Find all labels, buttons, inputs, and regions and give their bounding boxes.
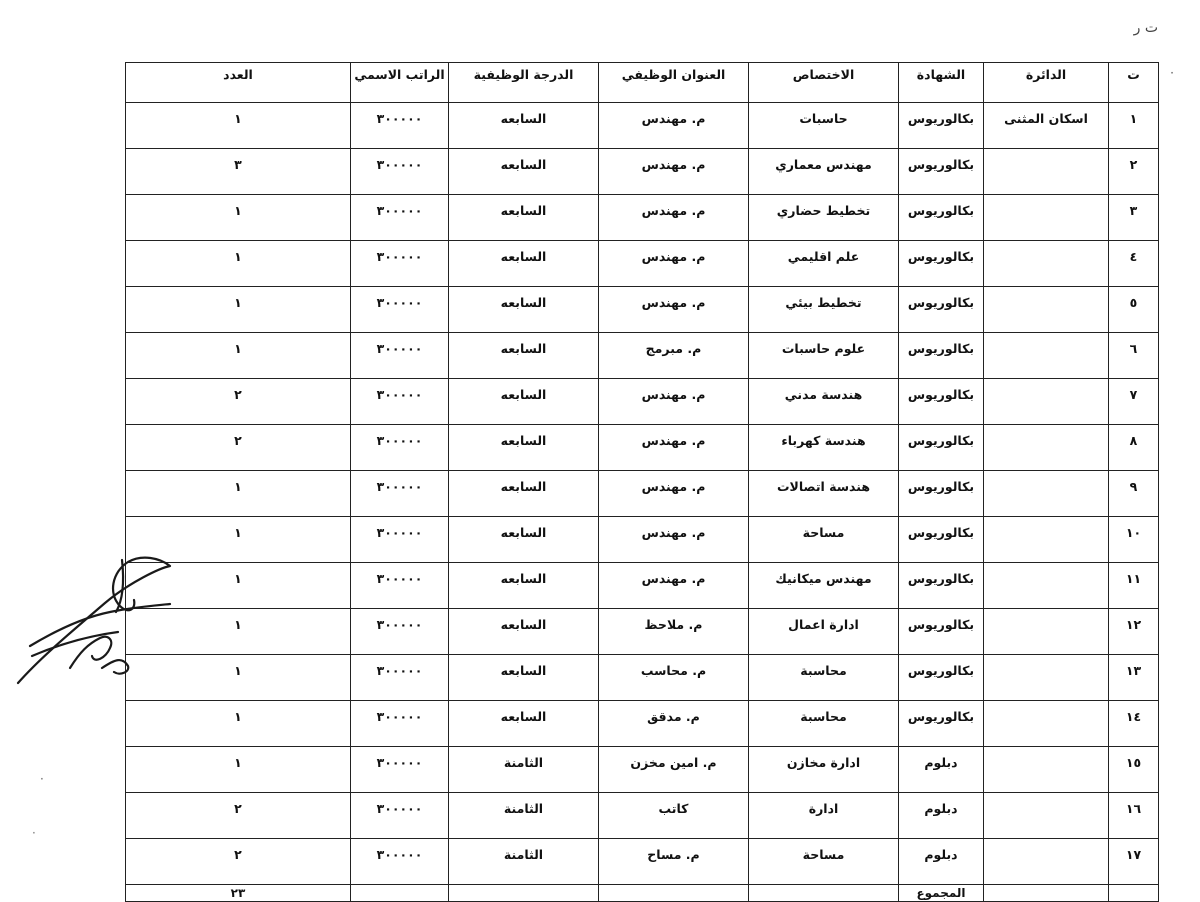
cell-job-title: م. مساح: [599, 839, 749, 885]
total-cell-salary: [351, 885, 449, 902]
signature-icon: [10, 548, 180, 688]
cell-num: ٦: [1109, 333, 1159, 379]
cell-count: ٢: [126, 425, 351, 471]
cell-department: [984, 701, 1109, 747]
cell-salary: ٣٠٠٠٠٠: [351, 839, 449, 885]
cell-count: ١: [126, 655, 351, 701]
cell-certificate: بكالوريوس: [899, 609, 984, 655]
cell-grade: السابعه: [449, 471, 599, 517]
cell-num: ١٥: [1109, 747, 1159, 793]
scan-speck: ·: [40, 772, 44, 786]
cell-specialization: مهندس معماري: [749, 149, 899, 195]
cell-department: [984, 839, 1109, 885]
cell-grade: السابعه: [449, 701, 599, 747]
cell-salary: ٣٠٠٠٠٠: [351, 517, 449, 563]
cell-grade: السابعه: [449, 149, 599, 195]
cell-grade: السابعه: [449, 563, 599, 609]
cell-grade: السابعه: [449, 379, 599, 425]
total-cell-department: [984, 885, 1109, 902]
cell-certificate: بكالوريوس: [899, 195, 984, 241]
total-count: ٢٣: [126, 885, 351, 902]
table-row: [126, 471, 1159, 517]
cell-department: [984, 563, 1109, 609]
cell-salary: ٣٠٠٠٠٠: [351, 103, 449, 149]
cell-salary: ٣٠٠٠٠٠: [351, 563, 449, 609]
cell-specialization: علم اقليمي: [749, 241, 899, 287]
cell-num: ٥: [1109, 287, 1159, 333]
table-row: [126, 379, 1159, 425]
cell-department: [984, 241, 1109, 287]
cell-job-title: م. مهندس: [599, 287, 749, 333]
cell-specialization: هندسة كهرباء: [749, 425, 899, 471]
cell-job-title: م. مهندس: [599, 471, 749, 517]
header-grade: الدرجة الوظيفية: [449, 63, 599, 103]
cell-num: ١٦: [1109, 793, 1159, 839]
table-row: [126, 517, 1159, 563]
cell-job-title: م. ملاحظ: [599, 609, 749, 655]
cell-salary: ٣٠٠٠٠٠: [351, 241, 449, 287]
cell-count: ٢: [126, 379, 351, 425]
cell-certificate: بكالوريوس: [899, 471, 984, 517]
cell-job-title: م. مهندس: [599, 195, 749, 241]
header-department: الدائرة: [984, 63, 1109, 103]
cell-grade: الثامنة: [449, 793, 599, 839]
cell-count: ١: [126, 471, 351, 517]
table-row: [126, 149, 1159, 195]
cell-salary: ٣٠٠٠٠٠: [351, 701, 449, 747]
cell-grade: السابعه: [449, 287, 599, 333]
cell-count: ١: [126, 103, 351, 149]
table-row: [126, 287, 1159, 333]
cell-specialization: هندسة مدني: [749, 379, 899, 425]
table-row: [126, 839, 1159, 885]
cell-job-title: م. محاسب: [599, 655, 749, 701]
total-label: المجموع: [899, 885, 984, 902]
cell-num: ١٤: [1109, 701, 1159, 747]
cell-salary: ٣٠٠٠٠٠: [351, 793, 449, 839]
cell-grade: الثامنة: [449, 747, 599, 793]
cell-num: ٩: [1109, 471, 1159, 517]
cell-count: ١: [126, 563, 351, 609]
cell-grade: السابعه: [449, 103, 599, 149]
cell-salary: ٣٠٠٠٠٠: [351, 333, 449, 379]
cell-certificate: بكالوريوس: [899, 379, 984, 425]
staffing-table: [125, 62, 1159, 902]
cell-salary: ٣٠٠٠٠٠: [351, 747, 449, 793]
header-num: ت: [1109, 63, 1159, 103]
cell-specialization: ادارة: [749, 793, 899, 839]
cell-certificate: بكالوريوس: [899, 287, 984, 333]
header-certificate: الشهادة: [899, 63, 984, 103]
cell-job-title: م. مهندس: [599, 425, 749, 471]
cell-grade: السابعه: [449, 517, 599, 563]
cell-num: ٤: [1109, 241, 1159, 287]
cell-grade: السابعه: [449, 425, 599, 471]
cell-job-title: م. امين مخزن: [599, 747, 749, 793]
header-count: العدد: [126, 63, 351, 103]
cell-specialization: محاسبة: [749, 701, 899, 747]
cell-count: ١: [126, 241, 351, 287]
cell-count: ١: [126, 517, 351, 563]
table-header-row: [126, 63, 1159, 103]
table-row: [126, 655, 1159, 701]
cell-grade: السابعه: [449, 195, 599, 241]
total-cell-grade: [449, 885, 599, 902]
table-row: [126, 747, 1159, 793]
cell-salary: ٣٠٠٠٠٠: [351, 195, 449, 241]
cell-department: اسكان المثنى: [984, 103, 1109, 149]
cell-department: [984, 195, 1109, 241]
cell-grade: السابعه: [449, 609, 599, 655]
cell-department: [984, 471, 1109, 517]
cell-specialization: هندسة اتصالات: [749, 471, 899, 517]
cell-specialization: محاسبة: [749, 655, 899, 701]
cell-salary: ٣٠٠٠٠٠: [351, 379, 449, 425]
total-cell-specialization: [749, 885, 899, 902]
cell-department: [984, 609, 1109, 655]
cell-num: ١: [1109, 103, 1159, 149]
cell-department: [984, 517, 1109, 563]
cell-num: ١٠: [1109, 517, 1159, 563]
cell-num: ١١: [1109, 563, 1159, 609]
cell-grade: السابعه: [449, 333, 599, 379]
cell-count: ١: [126, 195, 351, 241]
cell-job-title: م. مهندس: [599, 379, 749, 425]
table-row: [126, 195, 1159, 241]
total-cell-job-title: [599, 885, 749, 902]
cell-job-title: م. مهندس: [599, 517, 749, 563]
table-row: [126, 333, 1159, 379]
cell-num: ١٢: [1109, 609, 1159, 655]
cell-department: [984, 655, 1109, 701]
cell-job-title: م. مهندس: [599, 563, 749, 609]
cell-salary: ٣٠٠٠٠٠: [351, 655, 449, 701]
table-row: [126, 609, 1159, 655]
table-row: [126, 701, 1159, 747]
cell-grade: الثامنة: [449, 839, 599, 885]
cell-specialization: مساحة: [749, 517, 899, 563]
cell-certificate: دبلوم: [899, 793, 984, 839]
cell-job-title: م. مهندس: [599, 241, 749, 287]
cell-num: ٧: [1109, 379, 1159, 425]
cell-salary: ٣٠٠٠٠٠: [351, 609, 449, 655]
cell-certificate: بكالوريوس: [899, 563, 984, 609]
total-cell-num: [1109, 885, 1159, 902]
cell-count: ١: [126, 333, 351, 379]
cell-certificate: بكالوريوس: [899, 333, 984, 379]
cell-certificate: بكالوريوس: [899, 425, 984, 471]
cell-job-title: م. مهندس: [599, 149, 749, 195]
cell-department: [984, 333, 1109, 379]
header-salary: الراتب الاسمي: [351, 63, 449, 103]
cell-count: ١: [126, 701, 351, 747]
cell-num: ٣: [1109, 195, 1159, 241]
cell-grade: السابعه: [449, 655, 599, 701]
cell-salary: ٣٠٠٠٠٠: [351, 425, 449, 471]
cell-certificate: بكالوريوس: [899, 517, 984, 563]
table-row: [126, 793, 1159, 839]
cell-specialization: ادارة اعمال: [749, 609, 899, 655]
top-corner-marks: ت ر: [1133, 20, 1158, 36]
cell-count: ١: [126, 287, 351, 333]
cell-department: [984, 149, 1109, 195]
cell-certificate: دبلوم: [899, 839, 984, 885]
cell-certificate: بكالوريوس: [899, 701, 984, 747]
cell-salary: ٣٠٠٠٠٠: [351, 149, 449, 195]
cell-department: [984, 425, 1109, 471]
cell-specialization: علوم حاسبات: [749, 333, 899, 379]
cell-specialization: حاسبات: [749, 103, 899, 149]
cell-department: [984, 287, 1109, 333]
cell-specialization: مهندس ميكانيك: [749, 563, 899, 609]
cell-certificate: بكالوريوس: [899, 655, 984, 701]
header-specialization: الاختصاص: [749, 63, 899, 103]
cell-count: ٣: [126, 149, 351, 195]
cell-num: ٨: [1109, 425, 1159, 471]
cell-department: [984, 793, 1109, 839]
cell-num: ١٧: [1109, 839, 1159, 885]
cell-specialization: مساحة: [749, 839, 899, 885]
cell-certificate: بكالوريوس: [899, 103, 984, 149]
cell-count: ١: [126, 609, 351, 655]
cell-salary: ٣٠٠٠٠٠: [351, 471, 449, 517]
cell-job-title: كاتب: [599, 793, 749, 839]
cell-grade: السابعه: [449, 241, 599, 287]
scan-speck: ·: [32, 826, 36, 840]
table-row: [126, 103, 1159, 149]
cell-specialization: ادارة مخازن: [749, 747, 899, 793]
cell-count: ١: [126, 747, 351, 793]
cell-count: ٢: [126, 793, 351, 839]
cell-certificate: بكالوريوس: [899, 149, 984, 195]
table-total-row: [126, 885, 1159, 902]
cell-num: ١٣: [1109, 655, 1159, 701]
cell-certificate: دبلوم: [899, 747, 984, 793]
cell-specialization: تخطيط حضاري: [749, 195, 899, 241]
cell-certificate: بكالوريوس: [899, 241, 984, 287]
table-row: [126, 241, 1159, 287]
cell-job-title: م. مهندس: [599, 103, 749, 149]
cell-count: ٢: [126, 839, 351, 885]
table-row: [126, 563, 1159, 609]
header-job-title: العنوان الوظيفي: [599, 63, 749, 103]
cell-job-title: م. مبرمج: [599, 333, 749, 379]
margin-mark: ·: [1170, 66, 1174, 80]
cell-department: [984, 379, 1109, 425]
cell-salary: ٣٠٠٠٠٠: [351, 287, 449, 333]
table-row: [126, 425, 1159, 471]
cell-job-title: م. مدقق: [599, 701, 749, 747]
cell-num: ٢: [1109, 149, 1159, 195]
cell-department: [984, 747, 1109, 793]
cell-specialization: تخطيط بيئي: [749, 287, 899, 333]
